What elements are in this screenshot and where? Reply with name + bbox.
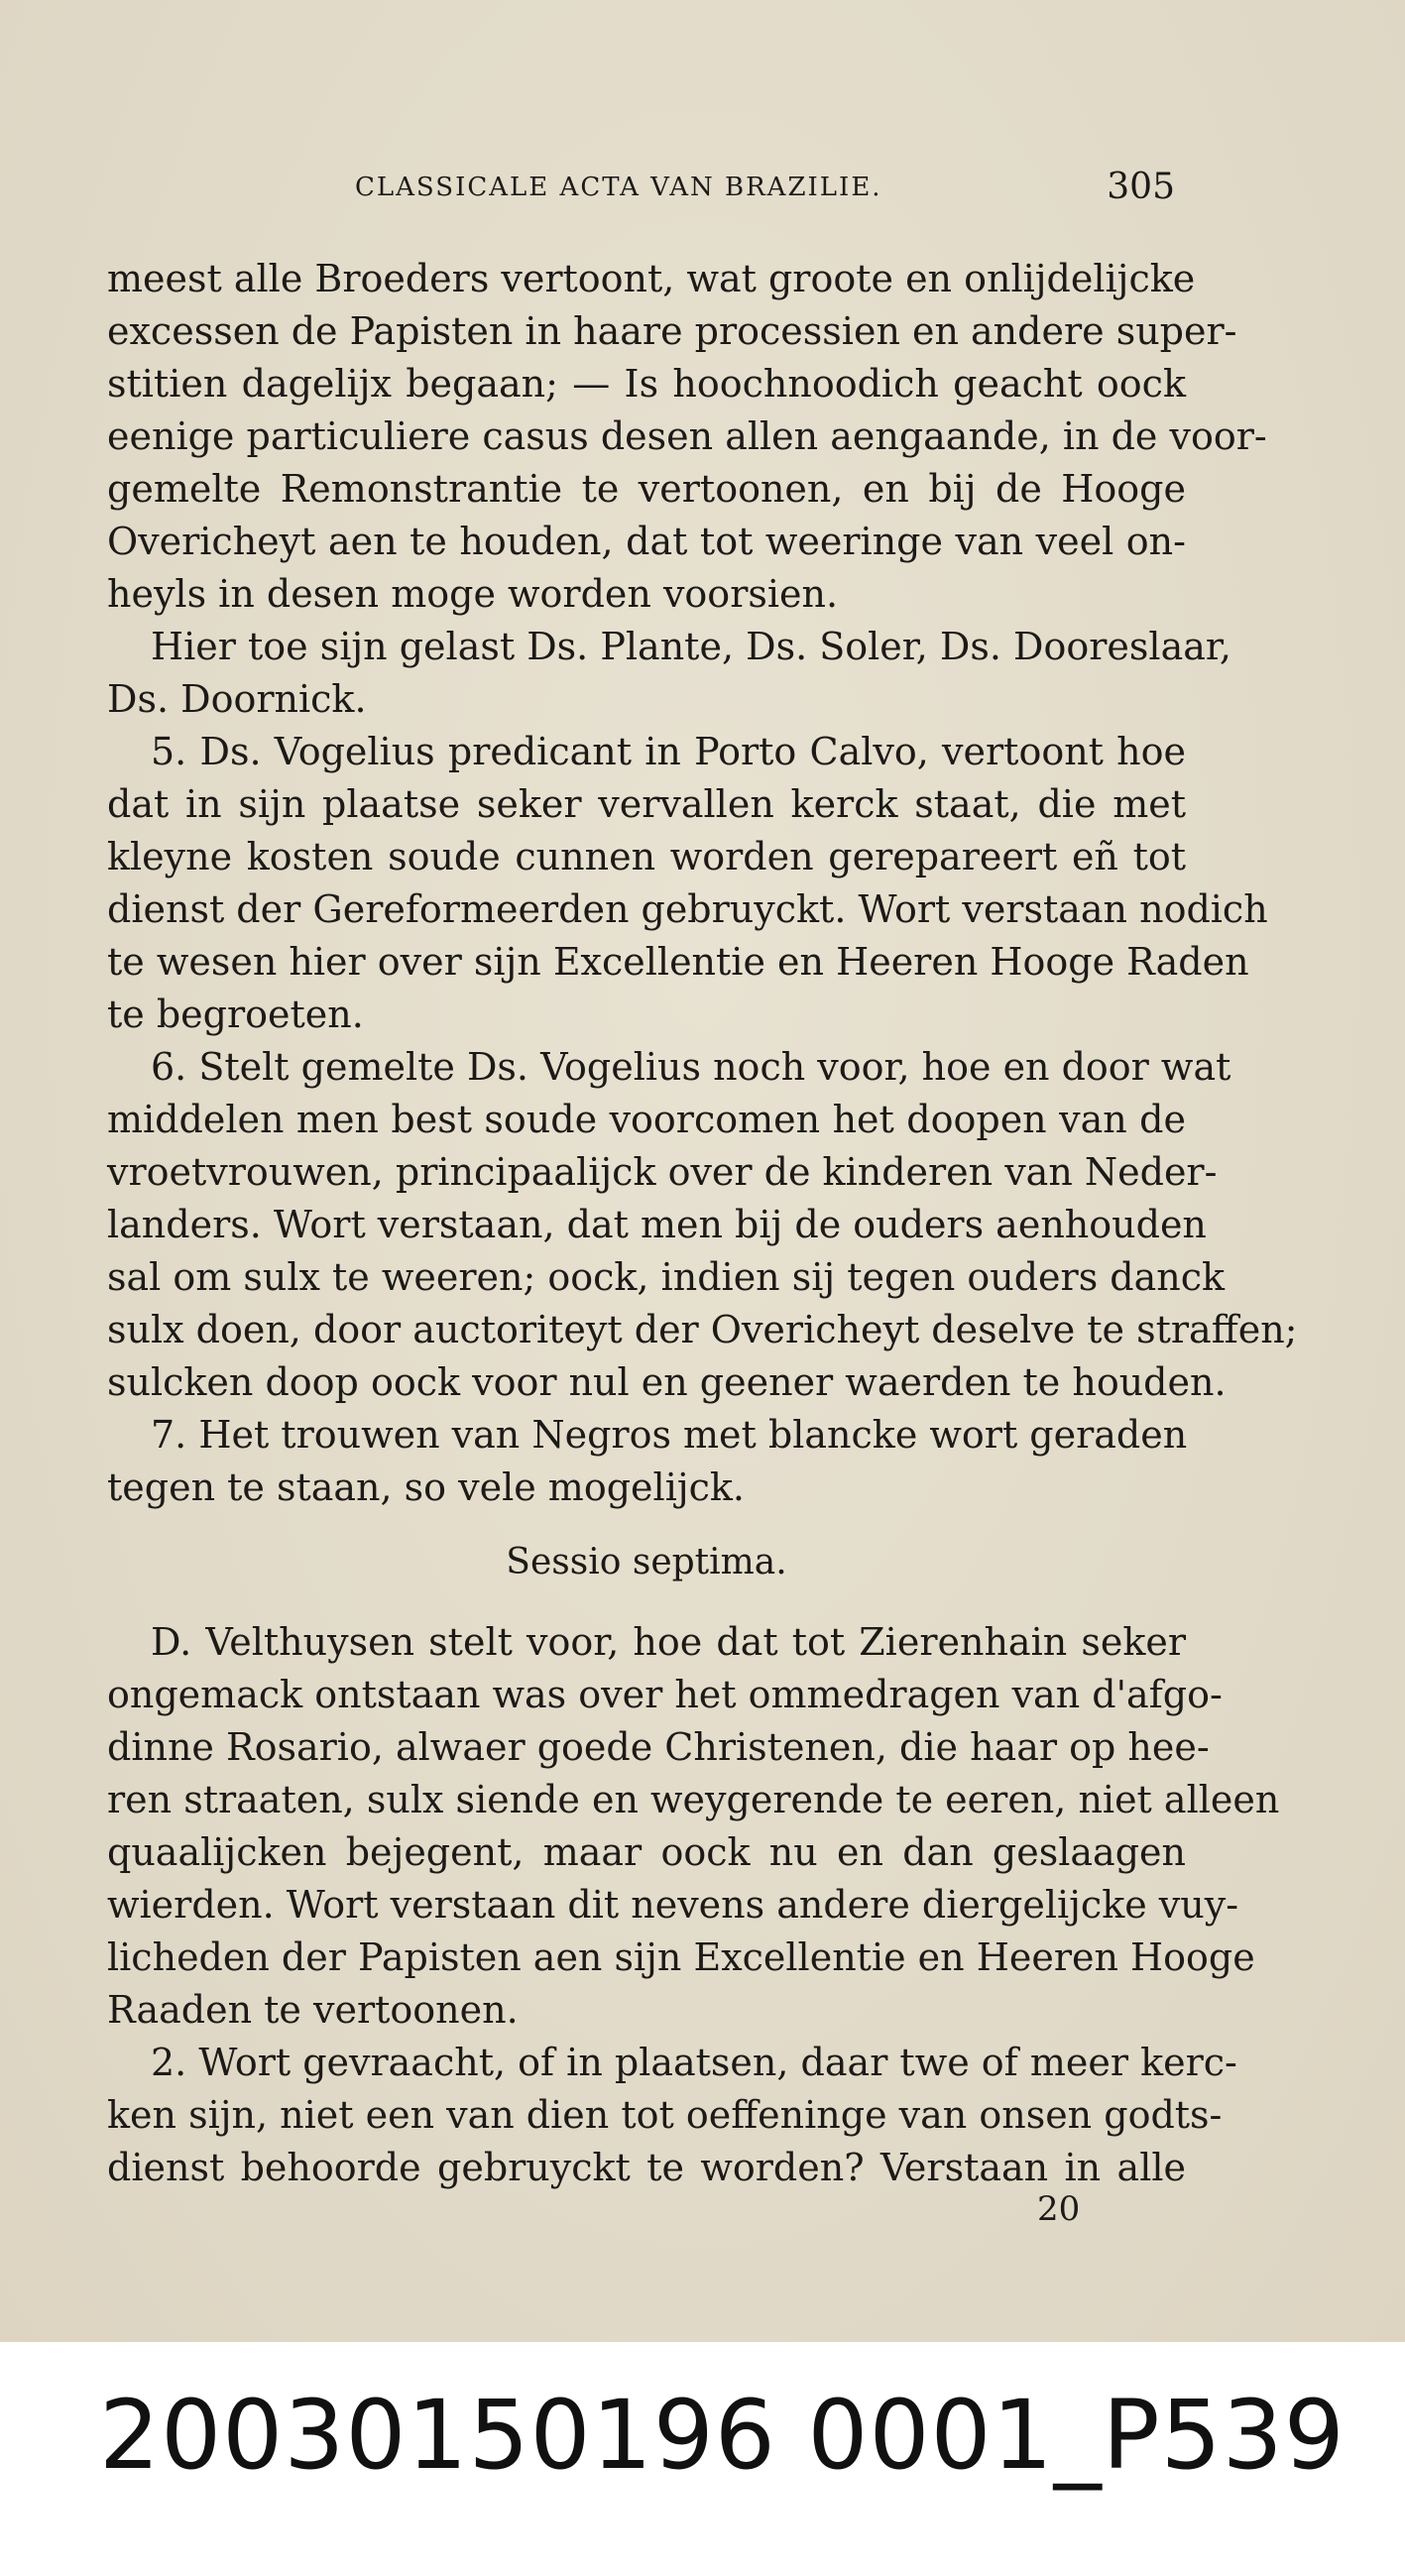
text-line: wierden. Wort verstaan dit nevens andere diergelijcke vuy- (107, 1883, 1239, 1927)
text-block-session-continued (107, 253, 1298, 1514)
text-line: dienst der Gereformeerden gebruyckt. Wort verstaan nodich (107, 887, 1268, 931)
text-line: ongemack ontstaan was over het ommedragen van d'afgo- (107, 1673, 1223, 1716)
text-block-sessio-septima (107, 1616, 1280, 2194)
text-line: excessen de Papisten in haare processien en andere super- (107, 309, 1237, 353)
text-line: gemelte Remonstrantie te vertoonen, en bij de Hooge (107, 467, 1186, 511)
text-line: Raaden te vertoonen. (107, 1988, 519, 2032)
text-line: Overicheyt aen te houden, dat tot weeringe van veel on- (107, 520, 1186, 563)
text-line: sal om sulx te weeren; oock, indien sij tegen ouders danck (107, 1255, 1226, 1299)
text-line: sulcken doop oock voor nul en geener waerden te houden. (107, 1360, 1227, 1404)
text-line: dienst behoorde gebruyckt te worden? Verstaan in alle (107, 2146, 1186, 2189)
scan-footer (0, 2342, 1405, 2576)
text-line: meest alle Broeders vertoont, wat groote en onlijdelijcke (107, 257, 1196, 300)
signature-mark: 20 (1037, 2189, 1081, 2229)
text-line: D. Velthuysen stelt voor, hoe dat tot Zierenhain seker (151, 1620, 1186, 1664)
text-line: stitien dagelijx begaan; — Is hoochnoodich geacht oock (107, 362, 1186, 406)
text-line: heyls in desen moge worden voorsien. (107, 572, 839, 616)
text-line: 7. Het trouwen van Negros met blancke wort geraden (151, 1413, 1188, 1457)
text-line: te wesen hier over sijn Excellentie en Heeren Hooge Raden (107, 940, 1249, 984)
text-line: sulx doen, door auctoriteyt der Overicheyt deselve te straffen; (107, 1308, 1298, 1351)
text-line: ren straaten, sulx siende en weygerende te eeren, niet alleen (107, 1778, 1280, 1821)
text-line: Hier toe sijn gelast Ds. Plante, Ds. Soler, Ds. Dooreslaar, (151, 625, 1231, 668)
text-line: landers. Wort verstaan, dat men bij de ouders aenhouden (107, 1203, 1207, 1246)
text-line: quaalijcken bejegent, maar oock nu en dan geslaagen (107, 1830, 1186, 1874)
text-line: dat in sijn plaatse seker vervallen kerck staat, die met (107, 782, 1186, 826)
text-line: 2. Wort gevraacht, of in plaatsen, daar twe of meer kerc- (151, 2041, 1237, 2084)
text-line: eenige particuliere casus desen allen aengaande, in de voor- (107, 414, 1267, 458)
section-heading: Sessio septima. (506, 1542, 787, 1582)
text-line: Ds. Doornick. (107, 677, 367, 721)
text-line: 5. Ds. Vogelius predicant in Porto Calvo, vertoont hoe (151, 730, 1186, 773)
text-line: dinne Rosario, alwaer goede Christenen, die haar op hee- (107, 1725, 1210, 1769)
text-line: kleyne kosten soude cunnen worden gerepareert eñ tot (107, 835, 1186, 878)
text-line: vroetvrouwen, principaalijck over de kinderen van Neder- (107, 1150, 1218, 1194)
body-text (107, 253, 1298, 2194)
running-head: CLASSICALE ACTA VAN BRAZILIE. (355, 173, 882, 202)
text-line: licheden der Papisten aen sijn Excellentie en Heeren Hooge (107, 1935, 1255, 1979)
document-identifier: 20030150196 0001_P539 (99, 2380, 1346, 2491)
text-line: middelen men best soude voorcomen het doopen van de (107, 1098, 1186, 1141)
page-header (117, 167, 1175, 206)
text-line: tegen te staan, so vele mogelijck. (107, 1465, 746, 1509)
text-line: te begroeten. (107, 993, 364, 1036)
page-number: 305 (1107, 167, 1175, 207)
text-line: ken sijn, niet een van dien tot oeffeninge van onsen godts- (107, 2093, 1223, 2137)
text-line: 6. Stelt gemelte Ds. Vogelius noch voor, hoe en door wat (151, 1045, 1231, 1089)
